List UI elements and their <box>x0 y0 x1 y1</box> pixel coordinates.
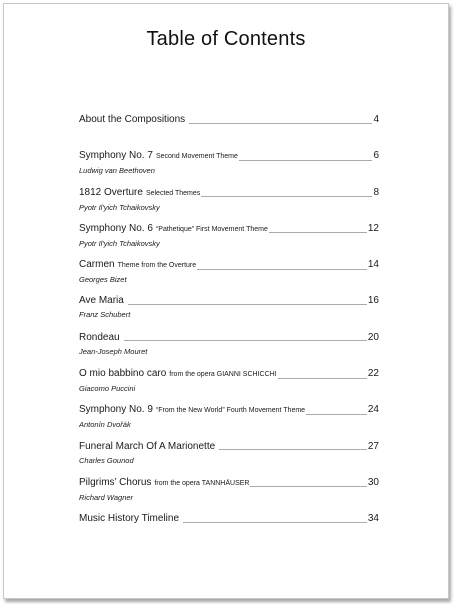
entry-subtitle: “Pathetique” First Movement Theme <box>155 225 268 233</box>
entry-page-number: 34 <box>367 513 379 525</box>
dot-leader <box>278 378 367 379</box>
entry-title: Rondeau <box>79 331 120 343</box>
entry-title: Funeral March Of A Marionette <box>79 440 216 452</box>
entry-title: Ave Maria <box>79 295 124 307</box>
dot-leader <box>124 340 367 341</box>
toc-entry[interactable] <box>79 185 379 221</box>
entry-composer: Antonín Dvořák <box>79 420 131 430</box>
entry-page-number: 24 <box>367 404 379 416</box>
entry-page-number: 12 <box>367 222 379 234</box>
entry-composer: Pyotr Il'yich Tchaikovsky <box>79 202 160 212</box>
entry-page-number: 30 <box>367 476 379 488</box>
dot-leader <box>250 486 366 487</box>
dot-leader <box>189 123 372 124</box>
entry-page-number: 8 <box>373 186 379 198</box>
entry-subtitle: Selected Themes <box>145 189 201 197</box>
entry-page-number: 20 <box>367 331 379 343</box>
toc-entry[interactable] <box>79 221 379 257</box>
toc-entry[interactable] <box>79 112 379 148</box>
dot-leader <box>183 522 367 523</box>
toc-entry[interactable] <box>79 257 379 293</box>
entry-title: Music History Timeline <box>79 513 180 525</box>
entry-composer: Giacomo Puccini <box>79 384 136 394</box>
dot-leader <box>197 269 367 270</box>
toc-entry[interactable] <box>79 366 379 402</box>
entry-page-number: 4 <box>373 114 379 125</box>
entry-page-number: 22 <box>367 368 379 380</box>
entry-title: O mio babbino caro <box>79 368 167 380</box>
entry-subtitle: “From the New World” Fourth Movement Theme <box>155 407 306 415</box>
entry-composer: Ludwig van Beethoven <box>79 166 155 176</box>
entry-composer: Richard Wagner <box>79 492 134 502</box>
dot-leader <box>201 196 372 197</box>
entry-composer: Pyotr Il'yich Tchaikovsky <box>79 238 160 248</box>
entry-subtitle: Second Movement Theme <box>155 153 238 161</box>
entry-subtitle: Theme from the Overture <box>117 262 197 270</box>
page-title: Table of Contents <box>146 28 306 50</box>
toc-entry[interactable] <box>79 330 379 366</box>
entry-page-number: 14 <box>367 259 379 271</box>
entry-composer: Franz Schubert <box>79 310 131 320</box>
entry-composer: Georges Bizet <box>79 275 127 285</box>
dot-leader <box>306 414 367 415</box>
entry-composer: Jean-Joseph Mouret <box>79 346 148 356</box>
entry-page-number: 6 <box>373 150 379 162</box>
entry-page-number: 27 <box>367 440 379 452</box>
entry-page-number: 16 <box>367 295 379 307</box>
toc-list <box>79 112 379 548</box>
entry-title: Pilgrims’ Chorus <box>79 476 152 488</box>
document-page <box>3 3 449 599</box>
entry-subtitle: from the opera GIANNI SCHICCHI <box>169 371 277 379</box>
entry-subtitle: from the opera TANNHÄUSER <box>154 479 250 487</box>
toc-entry[interactable] <box>79 439 379 475</box>
dot-leader <box>269 232 367 233</box>
entry-title: 1812 Overture <box>79 186 143 198</box>
toc-entry[interactable] <box>79 148 379 184</box>
entry-title: Carmen <box>79 259 115 271</box>
entry-composer: Charles Gounod <box>79 455 134 465</box>
dot-leader <box>128 304 367 305</box>
toc-entry[interactable] <box>79 402 379 438</box>
toc-entry[interactable] <box>79 293 379 329</box>
entry-title: About the Compositions <box>79 114 186 125</box>
entry-title: Symphony No. 9 <box>79 404 153 416</box>
toc-entry[interactable] <box>79 511 379 547</box>
toc-entry[interactable] <box>79 475 379 511</box>
entry-title: Symphony No. 7 <box>79 150 153 162</box>
dot-leader <box>219 449 367 450</box>
entry-title: Symphony No. 6 <box>79 222 153 234</box>
dot-leader <box>239 160 373 161</box>
